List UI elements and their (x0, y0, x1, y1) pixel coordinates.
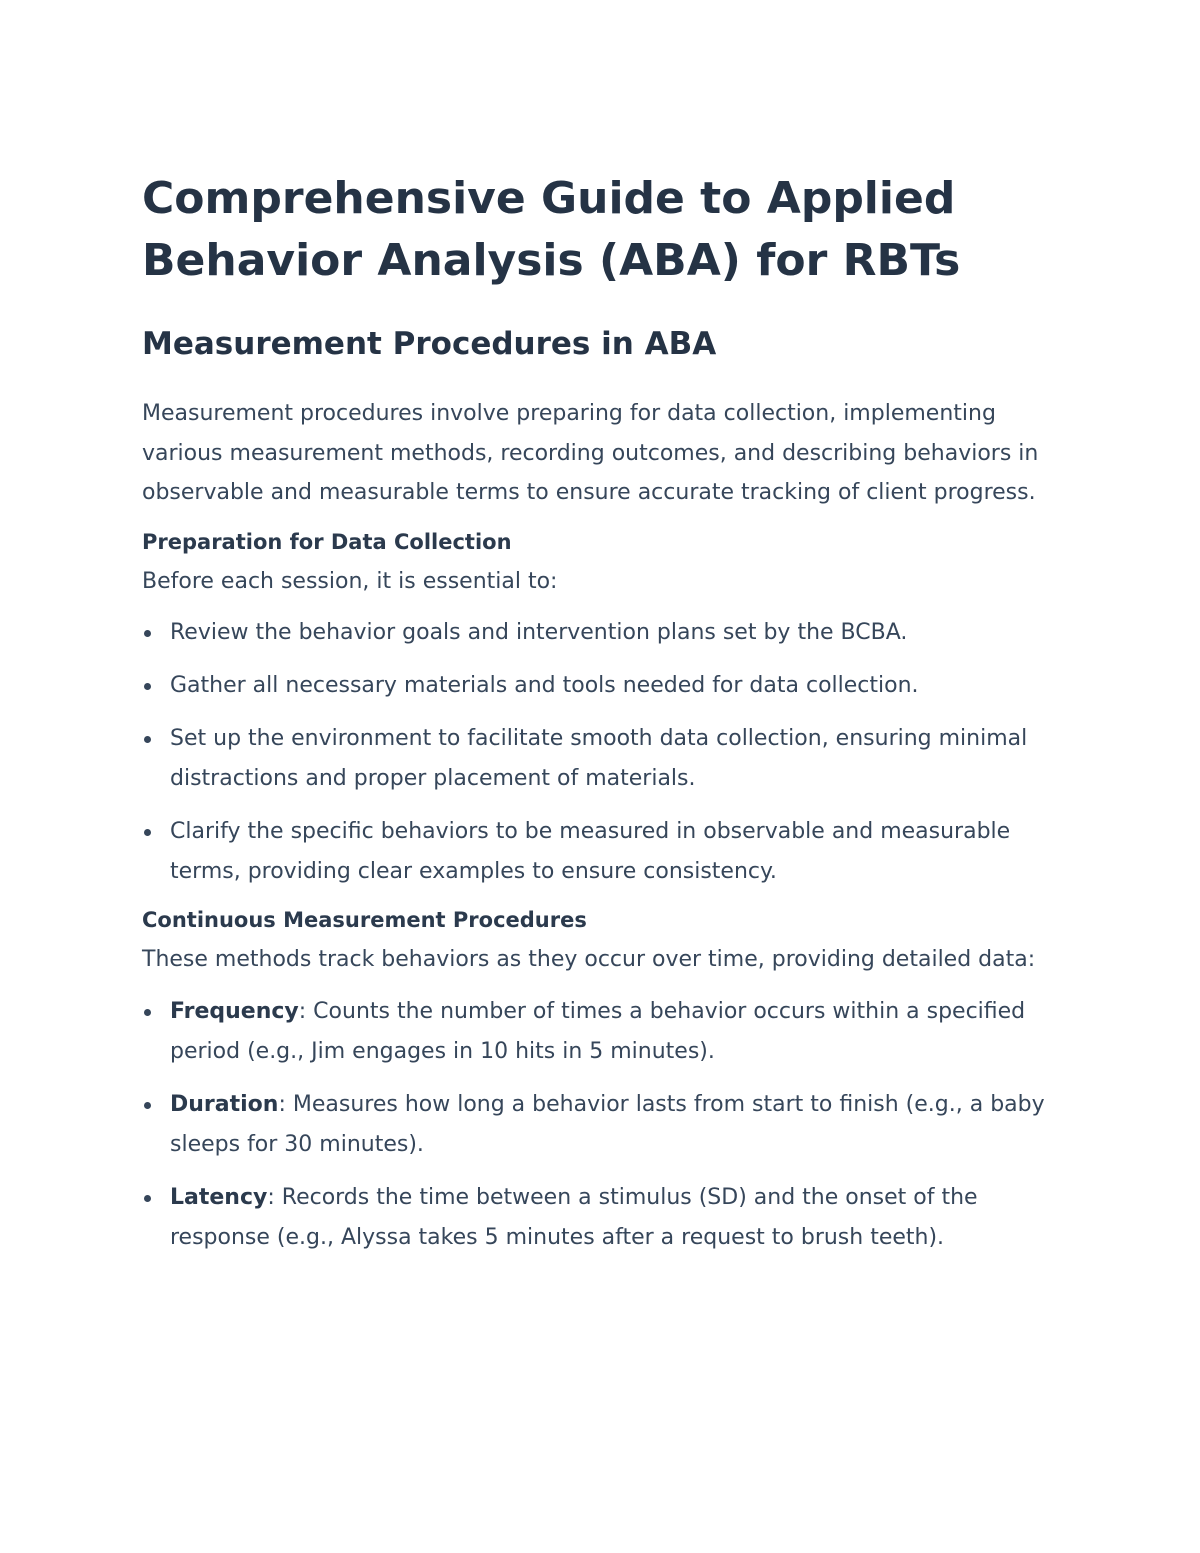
bullet-icon (144, 683, 151, 690)
bullet-icon (144, 1009, 151, 1016)
section-intro: Measurement procedures involve preparing for data collection, implementing various measurement methods, recording outcomes, and describing behaviors in observable and measurable terms to ensure accurate tracking of client progress. (142, 401, 1039, 505)
definition-latency: : Records the time between a stimulus (SD) and the onset of the response (e.g., Alyssa takes 5 minutes after a request to brush teeth). (170, 1184, 978, 1250)
term-duration: Duration (170, 1091, 279, 1117)
bullet-icon (144, 1102, 151, 1109)
list-item (142, 992, 1052, 1072)
bullet-icon (144, 736, 151, 743)
preparation-lead: Before each session, it is essential to: (142, 568, 558, 594)
list-item-text: Set up the environment to facilitate smooth data collection, ensuring minimal distractions and proper placement of materials. (170, 726, 1028, 791)
bullet-icon (144, 829, 151, 836)
list-item-text: Gather all necessary materials and tools needed for data collection. (170, 673, 919, 698)
term-frequency: Frequency (170, 998, 299, 1024)
list-item-text: Clarify the specific behaviors to be measured in observable and measurable terms, providing clear examples to ensure consistency. (170, 819, 1011, 884)
preparation-heading: Preparation for Data Collection (142, 529, 512, 554)
preparation-list (142, 613, 1052, 892)
list-item (142, 812, 1052, 892)
list-item (142, 1178, 1052, 1258)
document-title: Comprehensive Guide to Applied Behavior Analysis (ABA) for RBTs (142, 173, 961, 286)
continuous-heading: Continuous Measurement Procedures (142, 908, 587, 932)
continuous-list (142, 992, 1052, 1258)
continuous-lead: These methods track behaviors as they occur over time, providing detailed data: (142, 947, 1036, 972)
list-item (142, 1085, 1052, 1165)
list-item-text: Review the behavior goals and intervention plans set by the BCBA. (170, 620, 908, 645)
term-latency: Latency (170, 1184, 268, 1210)
list-item (142, 719, 1052, 799)
definition-frequency: : Counts the number of times a behavior occurs within a specified period (e.g., Jim engages in 10 hits in 5 minutes). (170, 998, 1026, 1064)
list-item (142, 613, 1052, 653)
definition-duration: : Measures how long a behavior lasts from start to finish (e.g., a baby sleeps for 30 minutes). (170, 1091, 1045, 1157)
bullet-icon (144, 1195, 151, 1202)
section-heading: Measurement Procedures in ABA (142, 326, 717, 362)
bullet-icon (144, 630, 151, 637)
list-item (142, 666, 1052, 706)
